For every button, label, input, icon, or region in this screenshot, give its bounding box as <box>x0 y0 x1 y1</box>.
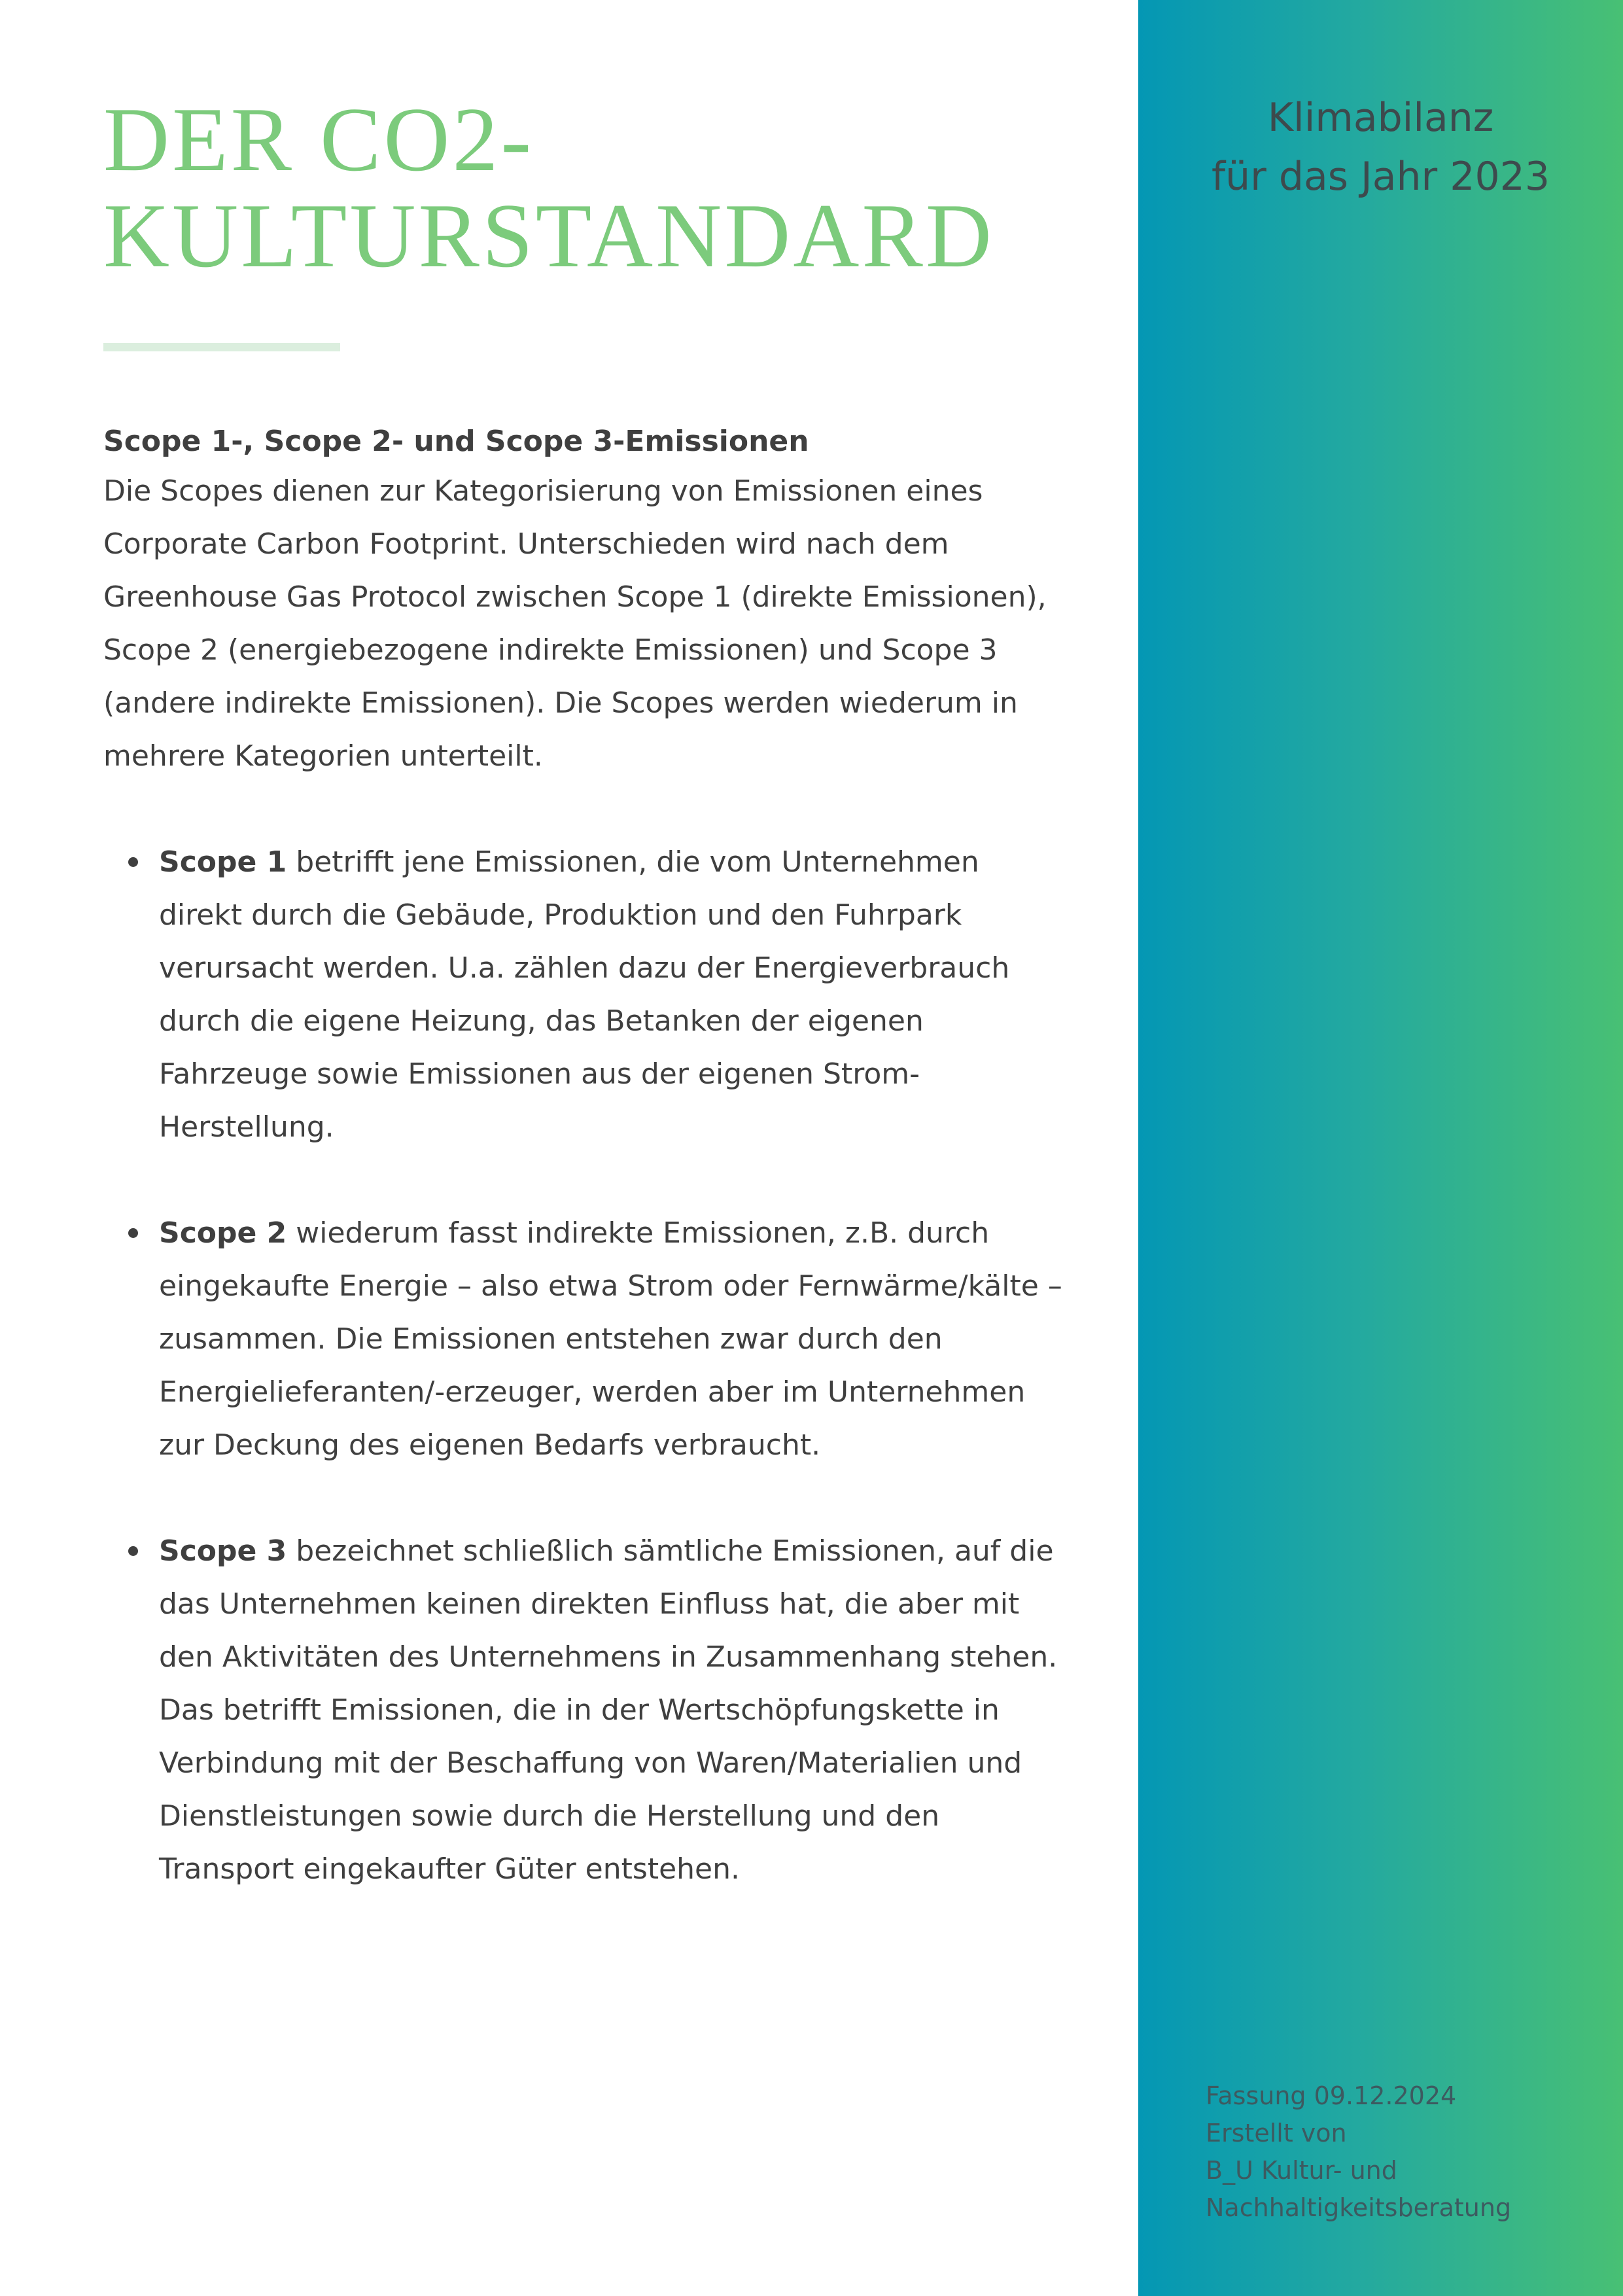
version-date: Fassung 09.12.2024 <box>1206 2081 1457 2110</box>
page-title-line-2: KULTURSTANDARD <box>103 185 994 287</box>
organization-line-2: Nachhaltigkeitsberatung <box>1206 2193 1512 2222</box>
page-title-line-1: DER CO2- <box>103 89 534 190</box>
intro-paragraph: Die Scopes dienen zur Kategorisierung von Emissionen eines Corporate Carbon Footprint. Unterschieden wird nach dem Greenhouse Gas Protocol zwischen Scope 1 (direkte Emissionen), Scope 2 (energiebezogene indirekte Emissionen) und Scope 3 (andere indirekte Emissionen). Die Scopes werden wiederum in mehrere Kategorien unterteilt. <box>103 474 1047 773</box>
scope-3-label: Scope 3 <box>159 1534 287 1568</box>
bullet-dot-icon <box>128 857 138 867</box>
scope-3-text: bezeichnet schließlich sämtliche Emissionen, auf die das Unternehmen keinen direkten Einfluss hat, die aber mit den Aktivitäten des Unternehmens in Zusammenhang stehen. Das betrifft Emissionen, die in der Wertschöpfungskette in Verbindung mit der Beschaffung von Waren/Materialien und Dienstleistungen sowie durch die Herstellung und den Transport eingekaufter Güter entstehen. <box>159 1534 1058 1886</box>
bullet-dot-icon <box>128 1228 138 1238</box>
scope-list <box>103 836 1065 1896</box>
report-title-line-1: Klimabilanz <box>1267 95 1494 141</box>
created-by-label: Erstellt von <box>1206 2119 1347 2147</box>
bullet-dot-icon <box>128 1546 138 1556</box>
scope-1-text: betrifft jene Emissionen, die vom Unternehmen direkt durch die Gebäude, Produktion und den Fuhrpark verursacht werden. U.a. zählen dazu der Energieverbrauch durch die eigene Heizung, das Betanken der eigenen Fahrzeuge sowie Emissionen aus der eigenen Strom-Herstellung. <box>159 845 1010 1144</box>
report-title-line-2: für das Jahr 2023 <box>1211 154 1550 200</box>
scope-3-item <box>103 1525 1065 1896</box>
title-divider <box>103 343 340 351</box>
report-title <box>1138 88 1623 206</box>
scope-2-item <box>103 1207 1065 1472</box>
content-body <box>103 419 1065 1896</box>
scope-2-label: Scope 2 <box>159 1216 287 1250</box>
section-heading: Scope 1-, Scope 2- und Scope 3-Emissionen <box>103 425 809 458</box>
scope-1-item <box>103 836 1065 1154</box>
organization-line-1: B_U Kultur- und <box>1206 2156 1397 2185</box>
document-footer <box>1206 2077 1598 2227</box>
scope-2-text: wiederum fasst indirekte Emissionen, z.B. durch eingekaufte Energie – also etwa Strom oder Fernwärme/kälte – zusammen. Die Emissionen entstehen zwar durch den Energielieferanten/-erzeuger, werden aber im Unternehmen zur Deckung des eigenen Bedarfs verbraucht. <box>159 1216 1062 1462</box>
sidebar-panel <box>1138 0 1623 2296</box>
scope-1-label: Scope 1 <box>159 845 287 879</box>
page-title <box>103 89 1085 287</box>
